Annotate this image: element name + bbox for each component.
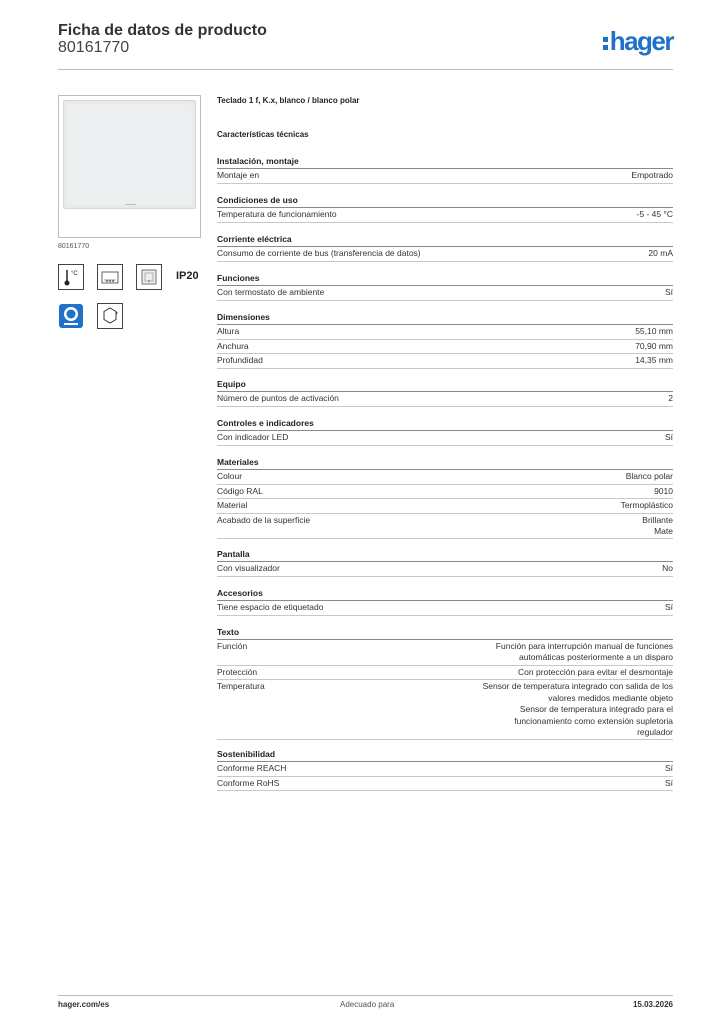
svg-text:°C: °C [71,271,78,277]
spec-row [217,485,673,500]
section-title: Funciones [217,272,673,286]
spec-value: Sensor de temperatura integrado con salida de los valores medidos mediante objeto Sensor de temperatura integrado para el funcionamiento como extensión supletoria regulador [482,681,673,737]
spec-label: Código RAL [217,485,263,496]
spec-value: Sí [664,287,673,297]
spec-value: Empotrado [631,170,673,180]
spec-label: Con indicador LED [217,432,289,442]
section-display [217,548,673,577]
section-controls [217,417,673,446]
thermometer-celsius-icon [58,264,84,290]
spec-row [217,762,673,777]
spec-value: 14,35 mm [635,355,673,365]
spec-label: Altura [217,326,240,336]
logo-dots-icon [603,35,608,51]
spec-row [217,354,673,369]
spec-value: Con protección para evitar el desmontaje [518,666,673,677]
knx-bus-icon [97,303,123,329]
section-installation [217,155,673,184]
section-title: Equipo [217,378,673,392]
spec-label: Profundidad [217,355,263,365]
ip20-badge: IP20 [176,270,199,282]
spec-value: No [662,563,673,573]
spec-row [217,392,673,407]
spec-label: Colour [217,471,243,481]
section-conditions [217,194,673,223]
section-accessories [217,587,673,616]
section-title: Accesorios [217,587,673,601]
section-title: Controles e indicadores [217,417,673,431]
product-image-frame [58,95,201,238]
spec-label: Anchura [217,340,249,351]
spec-value: Sí [664,602,673,612]
section-text [217,626,673,740]
brand-name: hager [609,26,673,56]
spec-value: -5 - 45 °C [636,209,673,219]
spec-value: 9010 [654,485,673,496]
section-sustainability [217,748,673,791]
section-title: Texto [217,626,673,640]
spec-value: Sí [664,777,673,788]
spec-value: Sí [664,432,673,442]
website-link[interactable]: hager.com/es [58,1000,110,1009]
spec-row [217,247,673,262]
spec-row [217,562,673,577]
product-number: 80161770 [58,39,130,56]
spec-row [217,499,673,514]
section-title: Sostenibilidad [217,748,673,762]
spec-label: Con visualizador [217,563,280,573]
section-electrical [217,233,673,262]
spec-label: Número de puntos de activación [217,393,339,403]
spec-value: Función para interrupción manual de funciones automáticas posteriormente a un disparo [495,641,673,663]
spec-value: 2 [668,393,673,403]
spec-row [217,666,673,681]
spec-label: Conforme REACH [217,763,287,773]
kx-easy-config-icon [58,303,84,329]
page-footer [58,995,673,1009]
spec-label: Consumo de corriente de bus (transferencia de datos) [217,248,421,258]
page-header [58,20,673,70]
section-title: Corriente eléctrica [217,233,673,247]
spec-value: 20 mA [648,248,673,258]
spec-label: Material [217,500,248,510]
spec-label: Acabado de la superficie [217,514,311,525]
spec-value: Termoplástico [620,500,673,510]
spec-label: Función [217,641,248,651]
spec-label: Conforme RoHS [217,777,280,788]
spec-label: Montaje en [217,170,260,180]
product-image [63,100,196,209]
spec-label: Con termostato de ambiente [217,287,325,297]
section-dimensions [217,311,673,369]
spec-row [217,286,673,301]
spec-row [217,431,673,446]
section-title: Condiciones de uso [217,194,673,208]
spec-row [217,208,673,223]
section-functions [217,272,673,301]
document-date: 15.03.2026 [632,1000,673,1009]
page-title: Ficha de datos de producto [58,22,267,39]
spec-row [217,640,673,666]
section-equipment [217,378,673,407]
spec-label: Protección [217,666,258,677]
section-title: Dimensiones [217,311,673,325]
spec-value: Blanco polar [625,471,673,481]
spec-label: Temperatura [217,681,265,692]
section-title: Pantalla [217,548,673,562]
spec-row [217,340,673,355]
spec-row [217,680,673,740]
flush-mount-device-icon [136,264,162,290]
spec-row [217,601,673,616]
spec-row [217,777,673,792]
section-materials [217,456,673,539]
spec-row [217,325,673,340]
spec-row [217,169,673,184]
keypad-display-icon [97,264,123,290]
spec-value: Brillante Mate [642,514,673,536]
product-description: Teclado 1 f, K.x, blanco / blanco polar [217,96,360,105]
spec-value: 70,90 mm [635,340,673,351]
spec-label: Temperatura de funcionamiento [217,209,337,219]
spec-value: Sí [664,763,673,773]
product-led-indicator [126,204,136,205]
suitable-for-text: Adecuado para [340,1000,395,1009]
section-title: Materiales [217,456,673,470]
product-reference: 80161770 [58,243,90,250]
spec-value: 55,10 mm [635,326,673,336]
characteristics-heading: Características técnicas [217,130,309,139]
spec-label: Tiene espacio de etiquetado [217,602,324,612]
section-title: Instalación, montaje [217,155,673,169]
hager-logo [603,26,673,57]
spec-row [217,470,673,485]
spec-row [217,514,673,540]
